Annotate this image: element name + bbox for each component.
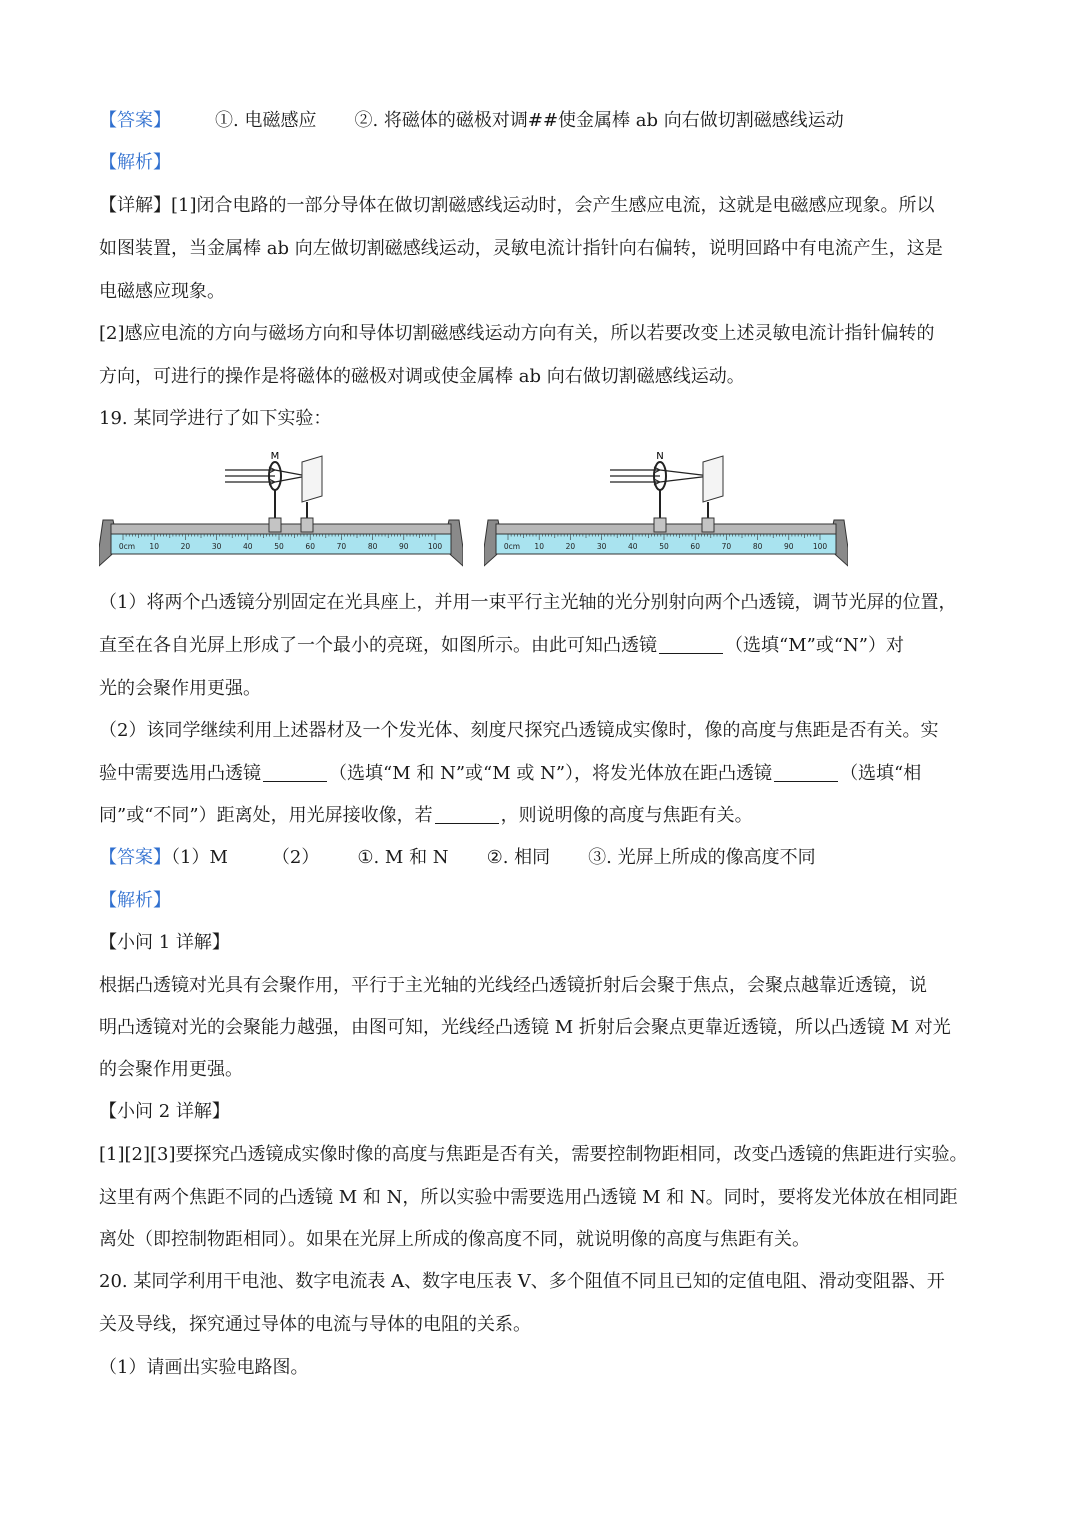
answer-2: ②. 将磁体的磁极对调##使金属棒 ab 向右做切割磁感线运动 (354, 110, 844, 131)
text: （选填“相 (840, 763, 922, 784)
q20-line-2: 关及导线，探究通过导体的电流与导体的电阻的关系。 (99, 1314, 531, 1335)
q18-detail-line-1 (99, 194, 935, 218)
ruler-tick-label: 60 (305, 542, 315, 551)
detail-text: [1]闭合电路的一部分导体在做切割磁感线运动时，会产生感应电流，这就是电磁感应现象。所以 (171, 195, 935, 216)
ruler-tick-label: 100 (812, 542, 828, 551)
light-rays (610, 467, 710, 485)
answer-tag: 【答案】 (99, 847, 171, 868)
text: （选填“M”或“N”）对 (725, 635, 904, 656)
answer-blank[interactable] (774, 763, 838, 782)
q19-analysis-tag: 【解析】 (99, 890, 171, 911)
ruler-tick-label: 30 (211, 542, 222, 551)
ruler-tick-label: 80 (367, 542, 378, 551)
q19-part1-line-3: 光的会聚作用更强。 (99, 678, 261, 699)
answer-blank[interactable] (435, 805, 499, 824)
lens-m (269, 451, 281, 532)
q18-analysis-tag: 【解析】 (99, 152, 171, 173)
q19-part2-line-2 (99, 762, 921, 786)
answer-3: ①. M 和 N (357, 847, 449, 868)
q19-part1-line-2 (99, 634, 904, 658)
q19-part1-line-1: （1）将两个凸透镜分别固定在光具座上，并用一束平行主光轴的光分别射向两个凸透镜，调节光屏的位置， (99, 592, 957, 613)
q19-sub1-tag: 【小问 1 详解】 (99, 932, 230, 953)
answer-4: ②. 相同 (486, 847, 551, 868)
ruler-tick-label: 20 (180, 542, 191, 551)
q18-answer-line (99, 109, 844, 133)
screen-n (702, 456, 723, 532)
q19-sub2-line-2: 这里有两个焦距不同的凸透镜 M 和 N，所以实验中需要选用凸透镜 M 和 N。同时，要将发光体放在相同距 (99, 1187, 958, 1208)
lens-label-m: M (270, 451, 280, 462)
ruler-tick-label: 0cm (503, 542, 521, 551)
lens-n (654, 451, 666, 532)
ruler-tick-label: 20 (565, 542, 576, 551)
q19-part2-line-1: （2）该同学继续利用上述器材及一个发光体、刻度尺探究凸透镜成实像时，像的高度与焦距是否有关。实 (99, 720, 939, 741)
answer-tag: 【答案】 (99, 110, 171, 131)
q19-sub2-tag: 【小问 2 详解】 (99, 1101, 230, 1122)
text: 同”或“不同”）距离处，用光屏接收像，若 (99, 805, 433, 826)
answer-5: ③. 光屏上所成的像高度不同 (588, 847, 816, 868)
optical-bench-figure-m (99, 448, 463, 572)
q18-detail-line-4: [2]感应电流的方向与磁场方向和导体切割磁感线运动方向有关，所以若要改变上述灵敏电流计指针偏转的 (99, 323, 935, 344)
q19-sub1-line-2: 明凸透镜对光的会聚能力越强，由图可知，光线经凸透镜 M 折射后会聚点更靠近透镜，所以凸透镜 M 对光 (99, 1017, 951, 1038)
q18-detail-line-3: 电磁感应现象。 (99, 281, 225, 302)
ruler-tick-label: 40 (243, 542, 253, 551)
ruler-tick-label: 90 (784, 542, 794, 551)
ruler-tick-label: 10 (149, 542, 159, 551)
screen-m (301, 456, 322, 532)
q20-line-3: （1）请画出实验电路图。 (99, 1357, 309, 1378)
answer-1: （1）M (171, 847, 228, 868)
q20-line-1: 20. 某同学利用干电池、数字电流表 A、数字电压表 V、多个阻值不同且已知的定值电阻、滑动变阻器、开 (99, 1271, 945, 1292)
q19-stem: 19. 某同学进行了如下实验： (99, 408, 332, 429)
answer-2: （2） (271, 847, 320, 868)
ruler-tick-label: 30 (596, 542, 607, 551)
q19-sub2-line-3: 离处（即控制物距相同）。如果在光屏上所成的像高度不同，就说明像的高度与焦距有关。 (99, 1229, 810, 1250)
q19-answer-line (99, 846, 816, 870)
ruler-tick-label: 50 (274, 542, 284, 551)
ruler-tick-label: 10 (534, 542, 544, 551)
answer-blank[interactable] (659, 635, 723, 654)
q19-sub1-line-3: 的会聚作用更强。 (99, 1059, 243, 1080)
light-rays (225, 467, 307, 485)
ruler-tick-label: 70 (721, 542, 732, 551)
text: 直至在各自光屏上形成了一个最小的亮斑，如图所示。由此可知凸透镜 (99, 635, 657, 656)
detail-tag: 【详解】 (99, 195, 171, 216)
q18-detail-line-5: 方向，可进行的操作是将磁体的磁极对调或使金属棒 ab 向右做切割磁感线运动。 (99, 366, 745, 387)
ruler-tick-label: 90 (399, 542, 409, 551)
ruler-tick-label: 50 (659, 542, 669, 551)
ruler-tick-label: 60 (690, 542, 700, 551)
text: 验中需要选用凸透镜 (99, 763, 261, 784)
q18-detail-line-2: 如图装置，当金属棒 ab 向左做切割磁感线运动，灵敏电流计指针向右偏转，说明回路中有电流产生，这是 (99, 238, 943, 259)
q19-part2-line-3 (99, 804, 753, 828)
q19-sub2-line-1: [1][2][3]要探究凸透镜成实像时像的高度与焦距是否有关，需要控制物距相同，改变凸透镜的焦距进行实验。 (99, 1144, 968, 1165)
ruler-tick-label: 40 (628, 542, 638, 551)
ruler-tick-label: 70 (336, 542, 347, 551)
optical-bench-figure-n (484, 448, 848, 572)
text: ，则说明像的高度与焦距有关。 (500, 805, 753, 826)
q19-sub1-line-1: 根据凸透镜对光具有会聚作用，平行于主光轴的光线经凸透镜折射后会聚于焦点，会聚点越靠近透镜，说 (99, 975, 927, 996)
lens-label-n: N (656, 451, 664, 462)
text: （选填“M 和 N”或“M 或 N”），将发光体放在距凸透镜 (329, 763, 773, 784)
ruler-tick-label: 100 (427, 542, 443, 551)
ruler-tick-label: 0cm (118, 542, 136, 551)
ruler-tick-label: 80 (752, 542, 763, 551)
answer-1: ①. 电磁感应 (215, 110, 317, 131)
answer-blank[interactable] (263, 763, 327, 782)
